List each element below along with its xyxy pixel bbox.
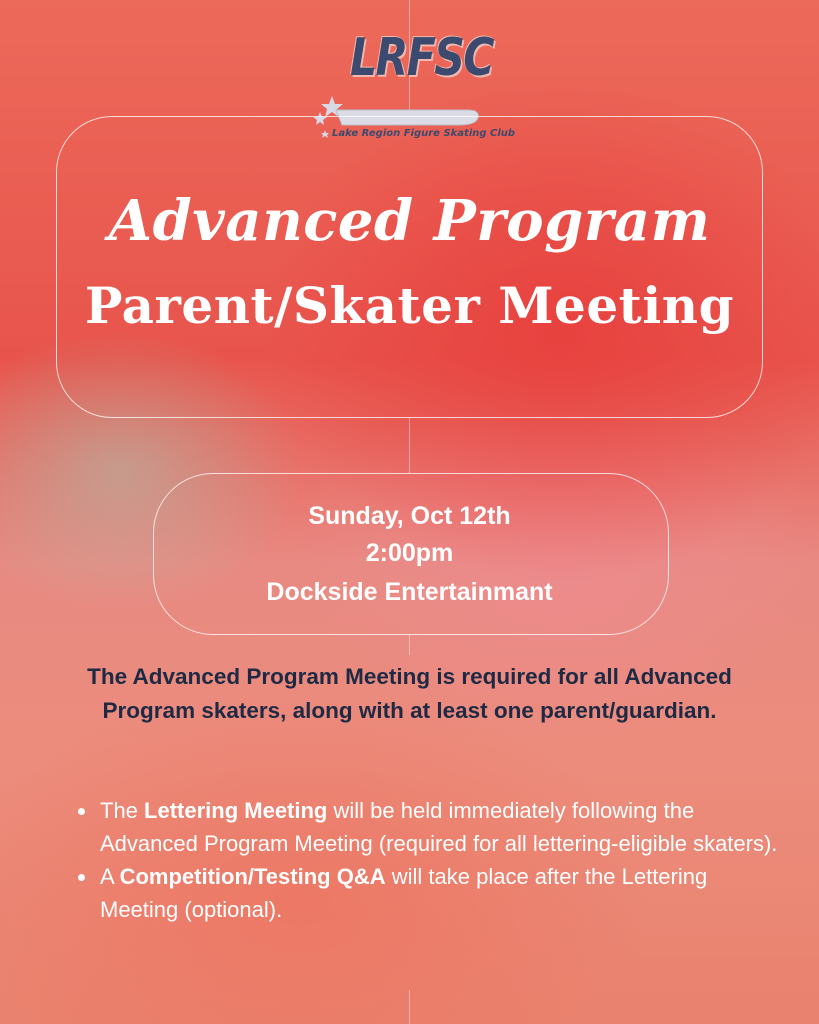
bullet-prefix: A	[100, 864, 120, 889]
title-frame	[56, 116, 763, 418]
bullet-item-qa	[98, 860, 778, 926]
event-location: Dockside Entertainmant	[266, 578, 553, 606]
event-date: Sunday, Oct 12th	[308, 502, 511, 530]
lower-divider-line	[409, 635, 410, 655]
requirement-text: The Advanced Program Meeting is required for all Advanced Program skaters, along with at least one parent/guardian.	[87, 664, 732, 723]
bullet-highlight: Lettering Meeting	[144, 798, 328, 823]
logo-club-name: Lake Region Figure Skating Club	[332, 128, 516, 139]
middle-divider-line	[409, 418, 410, 473]
title-line-2: Parent/Skater Meeting	[84, 276, 735, 335]
bullet-suffix: will take place after the Lettering Meeting (optional).	[100, 864, 708, 922]
logo-abbrev: LRFSC	[350, 28, 493, 88]
bullet-prefix: The	[100, 798, 145, 823]
bullet-item-lettering	[98, 794, 778, 860]
event-time: 2:00pm	[365, 539, 454, 567]
bullet-suffix: will be held immediately following the Advanced Program Meeting (required for all lettering-eligible skaters).	[100, 798, 778, 856]
bottom-divider-line	[409, 990, 410, 1024]
bullet-list	[76, 794, 778, 926]
title-line-1: Advanced Program	[108, 188, 711, 254]
bullet-highlight: Competition/Testing Q&A	[119, 864, 386, 889]
